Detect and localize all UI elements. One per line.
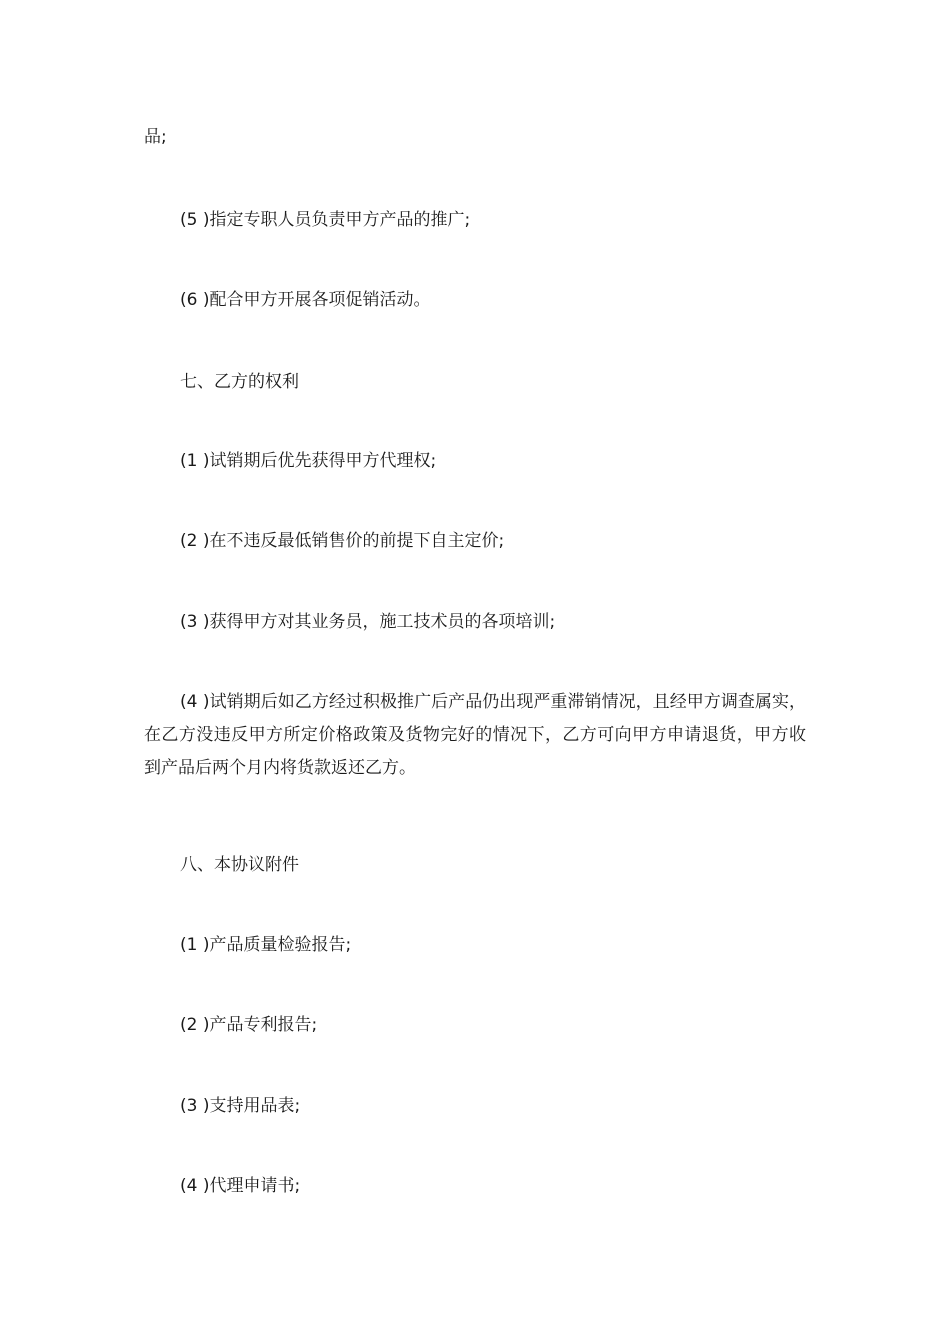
section-7-item-3: (3 )获得甲方对其业务员，施工技术员的各项培训;: [180, 612, 556, 632]
section-7-item-4: (4 )试销期后如乙方经过积极推广后产品仍出现严重滞销情况，且经甲方调查属实，在乙方没违反甲方所定价格政策及货物完好的情况下，乙方可向甲方申请退货，甲方收到产品后两个月内将货款返还乙方。: [144, 692, 806, 778]
section-8-item-1: (1 )产品质量检验报告;: [180, 935, 352, 955]
section-8-item-3: (3 )支持用品表;: [180, 1096, 301, 1116]
section-7-heading: 七、乙方的权利: [180, 372, 299, 392]
section-7-item-1: (1 )试销期后优先获得甲方代理权;: [180, 451, 437, 471]
obligation-item-6: (6 )配合甲方开展各项促销活动。: [180, 290, 431, 310]
section-8-item-4: (4 )代理申请书;: [180, 1176, 301, 1196]
obligation-item-5: (5 )指定专职人员负责甲方产品的推广;: [180, 210, 471, 230]
section-8-item-2: (2 )产品专利报告;: [180, 1015, 318, 1035]
section-7-item-2: (2 )在不违反最低销售价的前提下自主定价;: [180, 531, 505, 551]
section-8-heading: 八、本协议附件: [180, 855, 299, 875]
carryover-text: 品;: [144, 127, 167, 147]
